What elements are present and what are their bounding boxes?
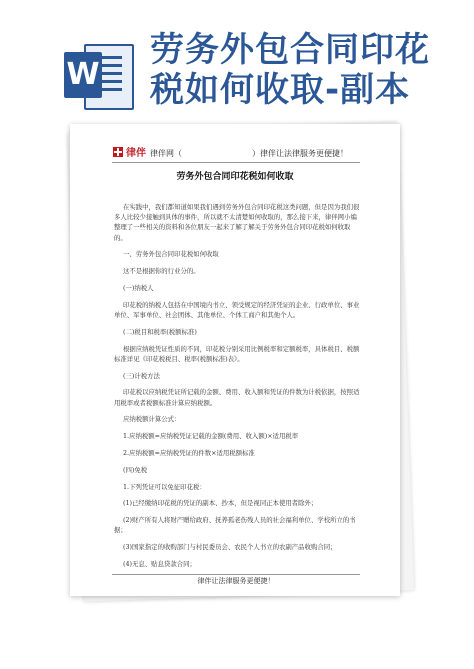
brand-name: 律伴 [126, 148, 146, 159]
paragraph: (3)国家指定的收购部门与村民委员会、农民个人书立的农副产品收购合同； [122, 543, 337, 552]
paragraph: 1.下列凭证可以免征印花税： [122, 482, 206, 491]
paragraph: 这不是根据你的行业分的。 [122, 267, 200, 276]
title-line-1: 劳务外包合同印花 [150, 30, 430, 70]
header-paren-close: ） [252, 149, 260, 158]
paragraph: (一)纳税人 [122, 284, 154, 292]
doc-body [114, 202, 360, 576]
paragraph: 1.应纳税额=应纳税凭证记载的金额(费用、收入额)×适用税率 [122, 432, 299, 441]
paragraph: 一、劳务外包合同印花税如何收取 [122, 250, 219, 259]
word-icon [62, 40, 132, 112]
paragraph: (1)已经缴纳印花税的凭证的副本、抄本，但是视同正本使用者除外； [122, 499, 318, 508]
document-preview-page[interactable] [70, 124, 400, 596]
paragraph: 在实践中，我们都知道如果我们遇到劳务外包合同印花税这类问题，但是因为我们很多人比较少接触到具体的事件，所以就不太清楚如何收取的，那么接下来，律伴网小编整理了一些相关的资料和各位朋友一起来了解了解关于劳务外包合同印花税如何收取的。 [114, 203, 360, 242]
page-footer: 律伴让法律服务更便捷！ [112, 574, 360, 587]
paragraph: 应纳税额计算公式： [122, 415, 181, 424]
title-line-2: 税如何收取-副本 [150, 70, 411, 110]
paragraph: (2)财产所有人将财产赠给政府、抚养孤老伤残人员的社会福利单位、学校所立的书据； [114, 516, 356, 535]
paragraph: (四)免税 [122, 465, 148, 474]
paragraph: 根据应纳税凭证性质的不同，印花税分别采用比例税率和定额税率，具体税目、税额标准详见《印花税税目、税率(税额标准)表》。 [114, 344, 360, 363]
doc-heading: 劳务外包合同印花税如何收取 [176, 172, 294, 182]
paragraph: (二)税目和税率(税额标准) [122, 327, 197, 336]
header-site: 律伴网（ [150, 149, 182, 158]
paragraph: (4)无息、贴息贷款合同； [122, 559, 196, 568]
paragraph: 印花税的纳税人包括在中国境内书立、领受规定的经济凭证的企业、行政单位、事业单位、军事单位、社会团体、其他单位、个体工商户和其他个人。 [114, 300, 360, 319]
word-letter: W [64, 52, 102, 98]
header-slogan: 律伴让法律服务更便捷！ [260, 149, 348, 158]
paragraph: 2.应纳税额=应纳税凭证的件数×适用税额标准 [122, 448, 255, 457]
paragraph: 印花税以应纳税凭证所记载的金额、费用、收入额和凭证的件数为计税依据，按照适用税率或者税额标准计算应纳税额。 [114, 388, 360, 407]
document-title [150, 30, 430, 110]
lvban-logo-icon [112, 146, 124, 158]
page-header [112, 146, 360, 163]
paragraph: (三)计税方法 [122, 371, 160, 380]
